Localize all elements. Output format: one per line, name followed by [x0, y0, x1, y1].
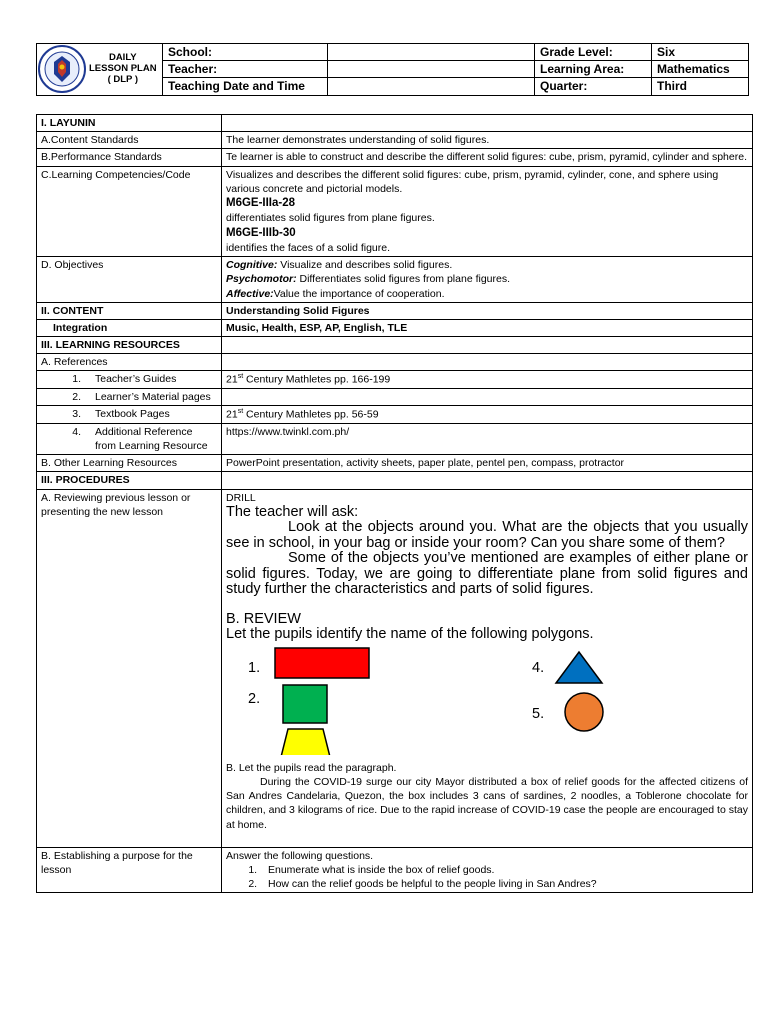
layunin-row	[37, 115, 753, 132]
procedure-a-row	[37, 489, 753, 847]
competency-code-2: M6GE-IIIb-30	[226, 226, 296, 239]
shape-number-5: 5.	[532, 705, 545, 722]
shape-number-2: 2.	[248, 690, 261, 707]
blue-triangle-shape	[556, 652, 602, 683]
shape-number-1: 1.	[248, 659, 261, 676]
reference-label-2: 2. Learner’s Material pages	[37, 389, 222, 406]
red-rectangle-shape	[275, 648, 369, 678]
reference-label-1: 1. Teacher’s Guides	[37, 371, 222, 389]
drill-paragraph-2: Some of the objects you’ve mentioned are examples of either plane or solid figures. Today, we are going to differentiate plane from solid figures and study further the characteristics and parts of solid figures.	[226, 550, 748, 598]
affective-value: Value the importance of cooperation.	[273, 287, 445, 300]
cognitive-value: Visualize and describes solid figures.	[277, 259, 453, 272]
cognitive-label: Cognitive:	[226, 259, 278, 272]
psychomotor-label: Psychomotor:	[226, 273, 297, 286]
procedures-heading: III. PROCEDURES	[37, 472, 222, 489]
learning-area-label: Learning Area:	[535, 61, 652, 78]
logo-cell	[37, 44, 163, 96]
quarter-value: Third	[652, 78, 749, 95]
objectives-cell	[222, 257, 753, 303]
shape-number-4: 4.	[532, 659, 545, 676]
polygon-shapes	[226, 647, 748, 755]
integration-label: Integration	[37, 319, 222, 336]
orange-circle-shape	[565, 693, 603, 731]
review-instruction: Let the pupils identify the name of the following polygons.	[226, 626, 594, 643]
integration-value: Music, Health, ESP, AP, English, TLE	[222, 319, 753, 336]
teaching-date-value	[328, 78, 535, 95]
content-row	[37, 302, 753, 319]
content-standards-row	[37, 132, 753, 149]
question-item: 1. Enumerate what is inside the box of relief goods.	[260, 863, 748, 877]
performance-standards-row	[37, 149, 753, 166]
procedures-row	[37, 472, 753, 489]
grade-level-value: Six	[652, 44, 749, 61]
reference-row-4	[37, 423, 753, 454]
question-item: 2. How can the relief goods be helpful to the people living in San Andres?	[260, 877, 748, 891]
competency-code-2-desc: identifies the faces of a solid figure.	[226, 242, 391, 255]
objectives-label: D. Objectives	[37, 257, 222, 303]
affective-label: Affective:	[226, 287, 274, 300]
reference-value-1: 21st Century Mathletes pp. 166-199	[222, 371, 753, 389]
grade-level-label: Grade Level:	[535, 44, 652, 61]
reference-value-3: 21st Century Mathletes pp. 56-59	[222, 406, 753, 424]
review-heading: B. REVIEW	[226, 610, 301, 627]
reference-row-1	[37, 371, 753, 389]
reading-paragraph: During the COVID-19 surge our city Mayor distributed a box of relief goods for the affected citizens of San Andres Candelaria, Quezon, the box includes 3 cans of sardines, 2 noodles, a Toblerone chocolate for children, and 3 kilograms of rice. Due to the rapid increase of COVID-19 case the people are encouraged to stay at home.	[226, 775, 748, 831]
competency-code-1: M6GE-IIIa-28	[226, 196, 296, 209]
reference-row-2	[37, 389, 753, 406]
psychomotor-value: Differentiates solid figures from plane figures.	[296, 273, 511, 286]
procedure-b-label: B. Establishing a purpose for the lesson	[37, 847, 222, 893]
procedure-b-cell	[222, 847, 753, 893]
competencies-label: C.Learning Competencies/Code	[37, 166, 222, 257]
green-square-shape	[283, 685, 327, 723]
content-heading: II. CONTENT	[37, 302, 222, 319]
school-label: School:	[163, 44, 328, 61]
objectives-row	[37, 257, 753, 303]
reference-row-3	[37, 406, 753, 424]
questions-list	[226, 863, 748, 891]
resources-heading: III. LEARNING RESOURCES	[37, 337, 222, 354]
teacher-label: Teacher:	[163, 61, 328, 78]
deped-seal-icon	[37, 44, 87, 94]
procedure-b-instruction: Answer the following questions.	[226, 849, 374, 862]
content-value: Understanding Solid Figures	[222, 302, 753, 319]
teacher-will-ask: The teacher will ask:	[226, 503, 359, 520]
competencies-row	[37, 166, 753, 257]
reference-label-3: 3. Textbook Pages	[37, 406, 222, 424]
shapes-canvas	[222, 647, 753, 755]
drill-heading: DRILL	[226, 491, 256, 504]
competency-code-1-desc: differentiates solid figures from plane figures.	[226, 212, 435, 225]
other-resources-value: PowerPoint presentation, activity sheets, paper plate, pentel pen, compass, protractor	[222, 455, 753, 472]
quarter-label: Quarter:	[535, 78, 652, 95]
lesson-plan-table	[36, 114, 753, 893]
procedure-a-cell	[222, 489, 753, 847]
reference-label-4: 4. Additional Reference from Learning Resource	[37, 423, 222, 454]
learning-area-value: Mathematics	[652, 61, 749, 78]
teaching-date-label: Teaching Date and Time	[163, 78, 328, 95]
competencies-cell	[222, 166, 753, 257]
header-table	[36, 43, 749, 96]
references-label: A. References	[37, 354, 222, 371]
other-resources-row	[37, 455, 753, 472]
drill-paragraph-1: Look at the objects around you. What are the objects that you usually see in school, in your bag or inside your room? Can you share some of them?	[226, 519, 748, 551]
reference-value-2	[222, 389, 753, 406]
read-instruction: B. Let the pupils read the paragraph.	[226, 761, 397, 774]
teacher-value	[328, 61, 535, 78]
performance-standards-label: B.Performance Standards	[37, 149, 222, 166]
dlp-title: DAILY LESSON PLAN ( DLP )	[89, 51, 157, 85]
references-row	[37, 354, 753, 371]
competencies-value: Visualizes and describes the different solid figures: cube, prism, pyramid, cylinder, cone, and sphere using various concrete and pictorial models.	[226, 168, 719, 195]
content-standards-value: The learner demonstrates understanding of solid figures.	[222, 132, 753, 149]
yellow-trapezoid-shape	[279, 729, 332, 755]
performance-standards-value: Te learner is able to construct and describe the different solid figures: cube, prism, pyramid, cylinder and sphere.	[222, 149, 753, 166]
other-resources-label: B. Other Learning Resources	[37, 455, 222, 472]
reference-value-4: https://www.twinkl.com.ph/	[222, 423, 753, 454]
resources-row	[37, 337, 753, 354]
integration-row	[37, 319, 753, 336]
school-value	[328, 44, 535, 61]
content-standards-label: A.Content Standards	[37, 132, 222, 149]
procedure-a-label: A. Reviewing previous lesson or presenting the new lesson	[37, 489, 222, 847]
procedure-b-row	[37, 847, 753, 893]
layunin-heading: I. LAYUNIN	[37, 115, 222, 132]
